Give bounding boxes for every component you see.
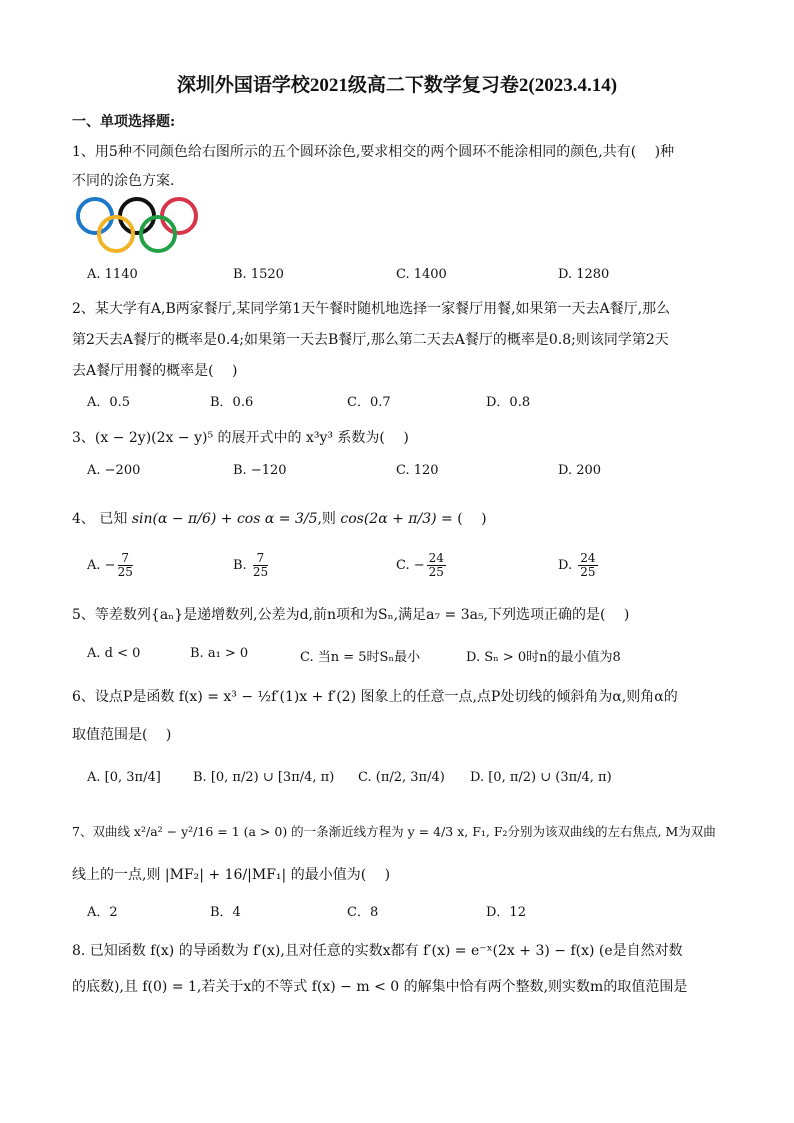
q7-option-c: C．8 bbox=[347, 905, 379, 920]
q4-option-c-label: C. bbox=[396, 558, 410, 573]
q4-suffix: ( ) bbox=[457, 511, 487, 527]
q4-option-c-fraction bbox=[427, 552, 446, 579]
q7-option-b: B．4 bbox=[210, 905, 241, 920]
q4-option-c-denominator: 25 bbox=[428, 565, 444, 579]
q2-option-d: D．0.8 bbox=[486, 395, 531, 410]
q5-option-d: D. Sₙ > 0时n的最小值为8 bbox=[466, 650, 621, 665]
q2-line-3: 去A餐厅用餐的概率是( ) bbox=[72, 363, 238, 379]
q4-option-d-denominator: 25 bbox=[580, 565, 596, 579]
q6-option-b: B. [0, π/2) ∪ [3π/4, π) bbox=[193, 770, 335, 785]
q4-option-b-numerator: 7 bbox=[253, 552, 268, 566]
q4-option-b-fraction bbox=[253, 552, 268, 579]
q1-line-2: 不同的涂色方案. bbox=[72, 173, 175, 189]
q8-line-2: 的底数),且 f(0) = 1,若关于x的不等式 f(x) − m < 0 的解集中恰有两个整数,则实数m的取值范围是 bbox=[72, 979, 688, 995]
olympic-rings-figure bbox=[75, 196, 199, 256]
q1-option-d: D. 1280 bbox=[558, 267, 610, 282]
q4-option-c-numerator: 24 bbox=[428, 551, 444, 565]
q3-option-b: B. −120 bbox=[233, 463, 287, 478]
q4-option-d bbox=[558, 552, 600, 579]
q4-option-a-fraction bbox=[118, 552, 133, 579]
q7-option-a: A．2 bbox=[87, 905, 118, 920]
q4-option-a-sign: − bbox=[104, 558, 116, 573]
q3-option-c: C. 120 bbox=[396, 463, 439, 478]
q5-option-b: B. a₁ > 0 bbox=[190, 646, 249, 661]
q8-line-1: 8. 已知函数 f(x) 的导函数为 f′(x),且对任意的实数x都有 f′(x) = e⁻ˣ(2x + 3) − f(x) (e是自然对数 bbox=[72, 943, 683, 959]
q4-option-c-sign: − bbox=[413, 558, 425, 573]
q4-option-d-fraction bbox=[578, 552, 597, 579]
q6-line-1: 6、设点P是函数 f(x) = x³ − ½f′(1)x + f′(2) 图象上的任意一点,点P处切线的倾斜角为α,则角α的 bbox=[72, 689, 678, 705]
ring-black bbox=[120, 199, 154, 233]
q1-option-b: B. 1520 bbox=[233, 267, 284, 282]
q4-prefix: 4、 已知 bbox=[72, 511, 128, 527]
q3-option-a: A. −200 bbox=[87, 463, 141, 478]
q4-option-b bbox=[233, 552, 270, 579]
q4-line-1 bbox=[72, 508, 487, 528]
q2-option-b: B．0.6 bbox=[210, 395, 254, 410]
q7-option-d: D．12 bbox=[486, 905, 526, 920]
q3-line-1: 3、(x − 2y)(2x − y)⁵ 的展开式中的 x³y³ 系数为( ) bbox=[72, 430, 409, 446]
ring-green bbox=[141, 217, 175, 251]
section-heading: 一、单项选择题: bbox=[72, 114, 176, 130]
q6-line-2: 取值范围是( ) bbox=[72, 727, 172, 743]
q4-option-d-label: D. bbox=[558, 558, 573, 573]
q4-given-expression: sin(α − π/6) + cos α = 3/5 bbox=[131, 511, 318, 527]
q2-line-1: 2、某大学有A,B两家餐厅,某同学第1天午餐时随机地选择一家餐厅用餐,如果第一天去A餐厅,那么 bbox=[72, 301, 671, 317]
q4-target-expression: cos(2α + π/3) = bbox=[340, 511, 453, 527]
q4-option-a-label: A. bbox=[87, 558, 101, 573]
q2-line-2: 第2天去A餐厅的概率是0.4;如果第一天去B餐厅,那么第二天去A餐厅的概率是0.8;则该同学第2天 bbox=[72, 332, 669, 348]
q1-option-c: C. 1400 bbox=[396, 267, 447, 282]
q6-option-a: A. [0, 3π/4] bbox=[87, 770, 161, 785]
q5-option-a: A. d < 0 bbox=[87, 646, 141, 661]
q2-option-c: C．0.7 bbox=[347, 395, 391, 410]
q1-line-1: 1、用5种不同颜色给右图所示的五个圆环涂色,要求相交的两个圆环不能涂相同的颜色,共有( )种 bbox=[72, 144, 675, 160]
q4-option-b-denominator: 25 bbox=[252, 565, 269, 579]
q4-option-c bbox=[396, 552, 448, 579]
page-title: 深圳外国语学校2021级高二下数学复习卷2(2023.4.14) bbox=[176, 75, 618, 96]
q5-option-c: C. 当n = 5时Sₙ最小 bbox=[300, 650, 421, 665]
q7-line-2: 线上的一点,则 |MF₂| + 16/|MF₁| 的最小值为( ) bbox=[72, 867, 391, 883]
q4-option-b-label: B. bbox=[233, 558, 247, 573]
q4-option-a bbox=[87, 552, 135, 579]
q1-option-a: A. 1140 bbox=[87, 267, 138, 282]
q7-line-1: 7、双曲线 x²/a² − y²/16 = 1 (a > 0) 的一条渐近线方程为 y = 4/3 x, F₁, F₂分别为该双曲线的左右焦点, M为双曲 bbox=[72, 824, 716, 839]
ring-red bbox=[162, 199, 196, 233]
q6-option-d: D. [0, π/2) ∪ (3π/4, π) bbox=[470, 770, 612, 785]
q5-line-1: 5、等差数列{aₙ}是递增数列,公差为d,前n项和为Sₙ,满足a₇ = 3a₅,下列选项正确的是( ) bbox=[72, 607, 630, 623]
ring-blue bbox=[78, 199, 112, 233]
q4-option-a-numerator: 7 bbox=[118, 552, 133, 566]
q4-option-a-denominator: 25 bbox=[117, 565, 133, 579]
q4-mid: ,则 bbox=[317, 511, 336, 527]
q6-option-c: C. (π/2, 3π/4) bbox=[358, 770, 445, 785]
ring-yellow bbox=[99, 217, 133, 251]
q2-option-a: A．0.5 bbox=[87, 395, 131, 410]
q4-option-d-numerator: 24 bbox=[580, 551, 596, 565]
q3-option-d: D. 200 bbox=[558, 463, 602, 478]
